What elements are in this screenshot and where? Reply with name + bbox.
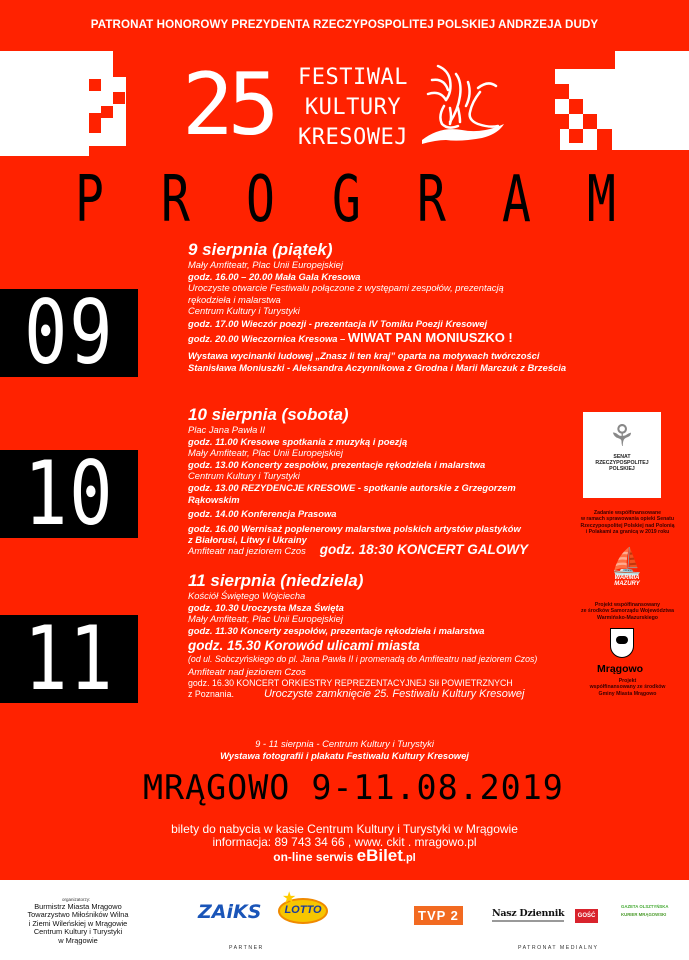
exhibition-dates: 9 - 11 sierpnia - Centrum Kultury i Turystyki bbox=[255, 738, 434, 749]
left-pixel-band bbox=[0, 51, 89, 156]
festival-name bbox=[290, 63, 416, 153]
schedule-line: godz. 16.00 – 20.00 Mała Gala Kresowa bbox=[188, 270, 361, 282]
gosc-logo: GOŚĆ bbox=[575, 909, 598, 923]
edition-number: 25 bbox=[182, 55, 274, 155]
sail-icon: ⛵ bbox=[610, 546, 644, 576]
day-title: 9 sierpnia (piątek) bbox=[188, 240, 333, 259]
text-line: współfinansowany ze środków bbox=[589, 684, 666, 691]
schedule-line-text: z Poznania. bbox=[188, 689, 234, 700]
schedule-line: godz. 10.30 Uroczysta Msza Święta bbox=[188, 601, 344, 613]
pixel-decoration bbox=[89, 79, 101, 91]
schedule-line bbox=[188, 541, 529, 557]
text-line: w ramach sprawowania opieki Senatu bbox=[580, 516, 675, 523]
media-patronage-label: PATRONAT MEDIALNY bbox=[518, 945, 599, 951]
star-icon: ★ bbox=[282, 890, 297, 907]
pixel-decoration bbox=[569, 99, 583, 114]
pixel-decoration bbox=[555, 114, 569, 129]
day-schedule-2 bbox=[188, 405, 528, 557]
day-box-number: 11 bbox=[24, 607, 115, 710]
program-letter: G bbox=[332, 163, 361, 237]
schedule-line: Rąkowskim bbox=[188, 493, 240, 505]
schedule-line: Uroczyste otwarcie Festiwalu połączone z występami zespołów, prezentacją bbox=[188, 282, 504, 294]
program-letter: M bbox=[587, 163, 616, 237]
online-ticket-line bbox=[0, 846, 689, 865]
schedule-highlight: WIWAT PAN MONIUSZKO ! bbox=[347, 329, 513, 345]
senat-logo-text: RZECZYPOSPOLITEJ bbox=[595, 460, 649, 467]
pixel-decoration bbox=[89, 146, 126, 158]
schedule-line: (od ul. Sobczyńskiego do pl. Jana Pawła II i promenadą do Amfiteatru nad jeziorem Czos) bbox=[188, 654, 538, 665]
exhibition-title: Wystawa fotografii i plakatu Festiwalu Kultury Kresowej bbox=[220, 750, 469, 761]
lotto-logo-text: LOTTO bbox=[284, 904, 322, 916]
day-schedule-3 bbox=[188, 571, 537, 701]
senat-logo-text: SENAT bbox=[613, 454, 631, 460]
senat-logo-text: POLSKIEJ bbox=[609, 466, 635, 473]
schedule-line: Amfiteatr nad jeziorem Czos bbox=[188, 665, 306, 677]
organizer: Centrum Kultury i Turystyki bbox=[33, 927, 123, 937]
gazeta-olsztynska-text: GAZETA OLSZTYŃSKA bbox=[621, 904, 669, 909]
organizer: i Ziemi Wileńskiej w Mrągowie bbox=[28, 918, 128, 928]
warmia-logo-text: WARMIA bbox=[614, 575, 640, 581]
schedule-line: Mały Amfiteatr, Plac Unii Europejskiej bbox=[188, 613, 343, 625]
schedule-line: Centrum Kultury i Turystyki bbox=[188, 470, 300, 482]
flower-bouquet-icon bbox=[418, 58, 508, 148]
ticket-info bbox=[0, 823, 689, 865]
pixel-decoration bbox=[569, 129, 583, 143]
ebilet-logo[interactable]: eBilet bbox=[356, 846, 403, 865]
text-line: Zadanie współfinansowane bbox=[593, 510, 662, 516]
schedule-highlight: Uroczyste zamknięcie 25. Festiwalu Kultury Kresowej bbox=[263, 688, 525, 701]
ebilet-suffix: .pl bbox=[402, 852, 416, 864]
pixel-decoration bbox=[555, 150, 689, 160]
text-line: ze środków Samorządu Województwa bbox=[580, 608, 674, 615]
pixel-decoration bbox=[555, 51, 615, 69]
schedule-line-text: Amfiteatr nad jeziorem Czos bbox=[188, 544, 306, 556]
program-letter: A bbox=[502, 163, 531, 237]
festival-name-line: KRESOWEJ bbox=[298, 125, 408, 150]
headline-dates: MRĄGOWO 9-11.08.2019 bbox=[143, 768, 564, 808]
schedule-line bbox=[188, 329, 566, 345]
right-pixel-band bbox=[612, 51, 689, 151]
program-letter: R bbox=[161, 163, 190, 237]
warmia-logo-text: MAZURY bbox=[614, 581, 640, 587]
program-letter: O bbox=[246, 163, 275, 237]
organizers-list bbox=[18, 903, 138, 945]
day-schedule-1 bbox=[188, 240, 566, 373]
day-box-number: 10 bbox=[24, 442, 115, 545]
schedule-line: z Białorusi, Litwy i Ukrainy bbox=[188, 534, 307, 546]
schedule-line: Mały Amfiteatr, Plac Unii Europejskiej bbox=[188, 447, 343, 459]
schedule-line: godz. 13.00 Koncerty zespołów, prezentacje rękodzieła i malarstwa bbox=[188, 458, 486, 470]
schedule-line: godz. 15.30 Korowód ulicami miasta bbox=[188, 638, 420, 654]
text-line: Rzeczypospolitej Polskiej nad Polonią bbox=[580, 522, 675, 529]
eagle-emblem-icon: ⚘ bbox=[608, 420, 636, 453]
text-line: Projekt współfinansowany bbox=[594, 602, 661, 608]
pixel-decoration bbox=[583, 114, 597, 129]
program-letter: P bbox=[75, 163, 104, 237]
schedule-line bbox=[188, 689, 537, 701]
text-line: Warmińsko-Mazurskiego bbox=[597, 614, 658, 621]
schedule-line: Kościół Świętego Wojciecha bbox=[188, 590, 306, 601]
organizer: Towarzystwo Miłośników Wilna bbox=[27, 910, 129, 920]
schedule-line-text: godz. 20.00 Wieczornica Kresowa – bbox=[188, 332, 348, 344]
text-line: Projekt bbox=[618, 678, 637, 684]
senat-cofinancing-text bbox=[566, 510, 689, 536]
tvp2-logo: TVP 2 bbox=[414, 906, 463, 925]
schedule-line: godz. 17.00 Wieczór poezji - prezentacja IV Tomiku Poezji Kresowej bbox=[188, 317, 488, 329]
program-title bbox=[0, 163, 689, 237]
schedule-line: Wystawa wycinanki ludowej „Znasz li ten kraj” oparta na motywach twórczości bbox=[188, 350, 540, 362]
mragowo-logo: Mrągowo bbox=[597, 663, 644, 675]
gazeta-olsztynska-logo bbox=[621, 904, 669, 917]
pixel-decoration bbox=[113, 92, 125, 104]
contact-info[interactable]: informacja: 89 743 34 66 , www. ckit . mragowo.pl bbox=[212, 835, 477, 849]
mragowo-crest-icon bbox=[610, 628, 634, 658]
day-box-10 bbox=[0, 442, 138, 545]
organizer: Burmistrz Miasta Mrągowo bbox=[34, 902, 122, 911]
nasz-dziennik-logo: Nasz Dziennik bbox=[492, 908, 564, 922]
pixel-decoration bbox=[101, 106, 113, 118]
pixel-decoration bbox=[101, 51, 113, 77]
schedule-line: godz. 16.00 Wernisaż poplenerowy malarstwa polskich artystów plastyków bbox=[188, 522, 521, 534]
day-box-number: 09 bbox=[24, 281, 115, 384]
organizer: w Mrągowie bbox=[58, 935, 98, 945]
schedule-line: godz. 11.30 Koncerty zespołów, prezentacje rękodzieła i malarstwa bbox=[188, 624, 485, 636]
schedule-line: Mały Amfiteatr, Plac Unii Europejskiej bbox=[188, 259, 343, 270]
mragowo-cofinancing-text bbox=[566, 678, 689, 697]
patronat-honorowy: PATRONAT HONOROWY PREZYDENTA RZECZYPOSPOLITEJ POLSKIEJ ANDRZEJA DUDY bbox=[90, 18, 599, 31]
schedule-line: godz. 11.00 Kresowe spotkania z muzyką i poezją bbox=[188, 435, 408, 447]
day-box-09 bbox=[0, 281, 138, 384]
text-line: i Polakami za granicą w 2019 roku bbox=[585, 529, 670, 536]
schedule-line: Stanisława Moniuszki - Aleksandra Aczynnikowa z Grodna i Marii Marczuk z Brześcia bbox=[188, 361, 567, 373]
kurier-mragowski-text: KURIER MRĄGOWSKI bbox=[621, 912, 667, 917]
partner-label: PARTNER bbox=[229, 945, 264, 951]
warmia-cofinancing-text bbox=[566, 602, 689, 621]
schedule-line: Centrum Kultury i Turystyki bbox=[188, 305, 300, 317]
day-box-11 bbox=[0, 607, 138, 710]
zaiks-logo: ZAiKS bbox=[198, 901, 262, 923]
schedule-line: rękodzieła i malarstwa bbox=[188, 293, 281, 305]
festival-name-line: FESTIWAL bbox=[298, 65, 408, 90]
ticket-sales-text: bilety do nabycia w kasie Centrum Kultury i Turystyki w Mrągowie bbox=[171, 822, 518, 836]
pixel-decoration bbox=[89, 120, 101, 133]
text-line: Gminy Miasta Mrągowo bbox=[598, 690, 657, 697]
schedule-line: godz. 16.30 KONCERT ORKIESTRY REPREZENTACYJNEJ SIł POWIETRZNYCH bbox=[188, 677, 513, 688]
warmia-mazury-logo bbox=[604, 547, 650, 595]
exhibition-info bbox=[0, 738, 689, 762]
day-title: 10 sierpnia (sobota) bbox=[188, 405, 349, 424]
online-label: on-line serwis bbox=[273, 850, 354, 864]
festival-name-line: KULTURY bbox=[304, 95, 402, 120]
schedule-line: godz. 14.00 Konferencja Prasowa bbox=[188, 508, 337, 520]
senat-logo bbox=[583, 412, 661, 498]
schedule-line: godz. 13.00 REZYDENCJE KRESOWE - spotkanie autorskie z Grzegorzem bbox=[188, 481, 516, 493]
schedule-highlight: godz. 18:30 KONCERT GALOWY bbox=[319, 541, 529, 557]
day-title: 11 sierpnia (niedziela) bbox=[188, 571, 364, 590]
schedule-line: Plac Jana Pawła II bbox=[188, 424, 266, 435]
organizers-label: organizatorzy: bbox=[62, 897, 91, 902]
pixel-decoration bbox=[555, 84, 569, 99]
program-letter: R bbox=[417, 163, 446, 237]
